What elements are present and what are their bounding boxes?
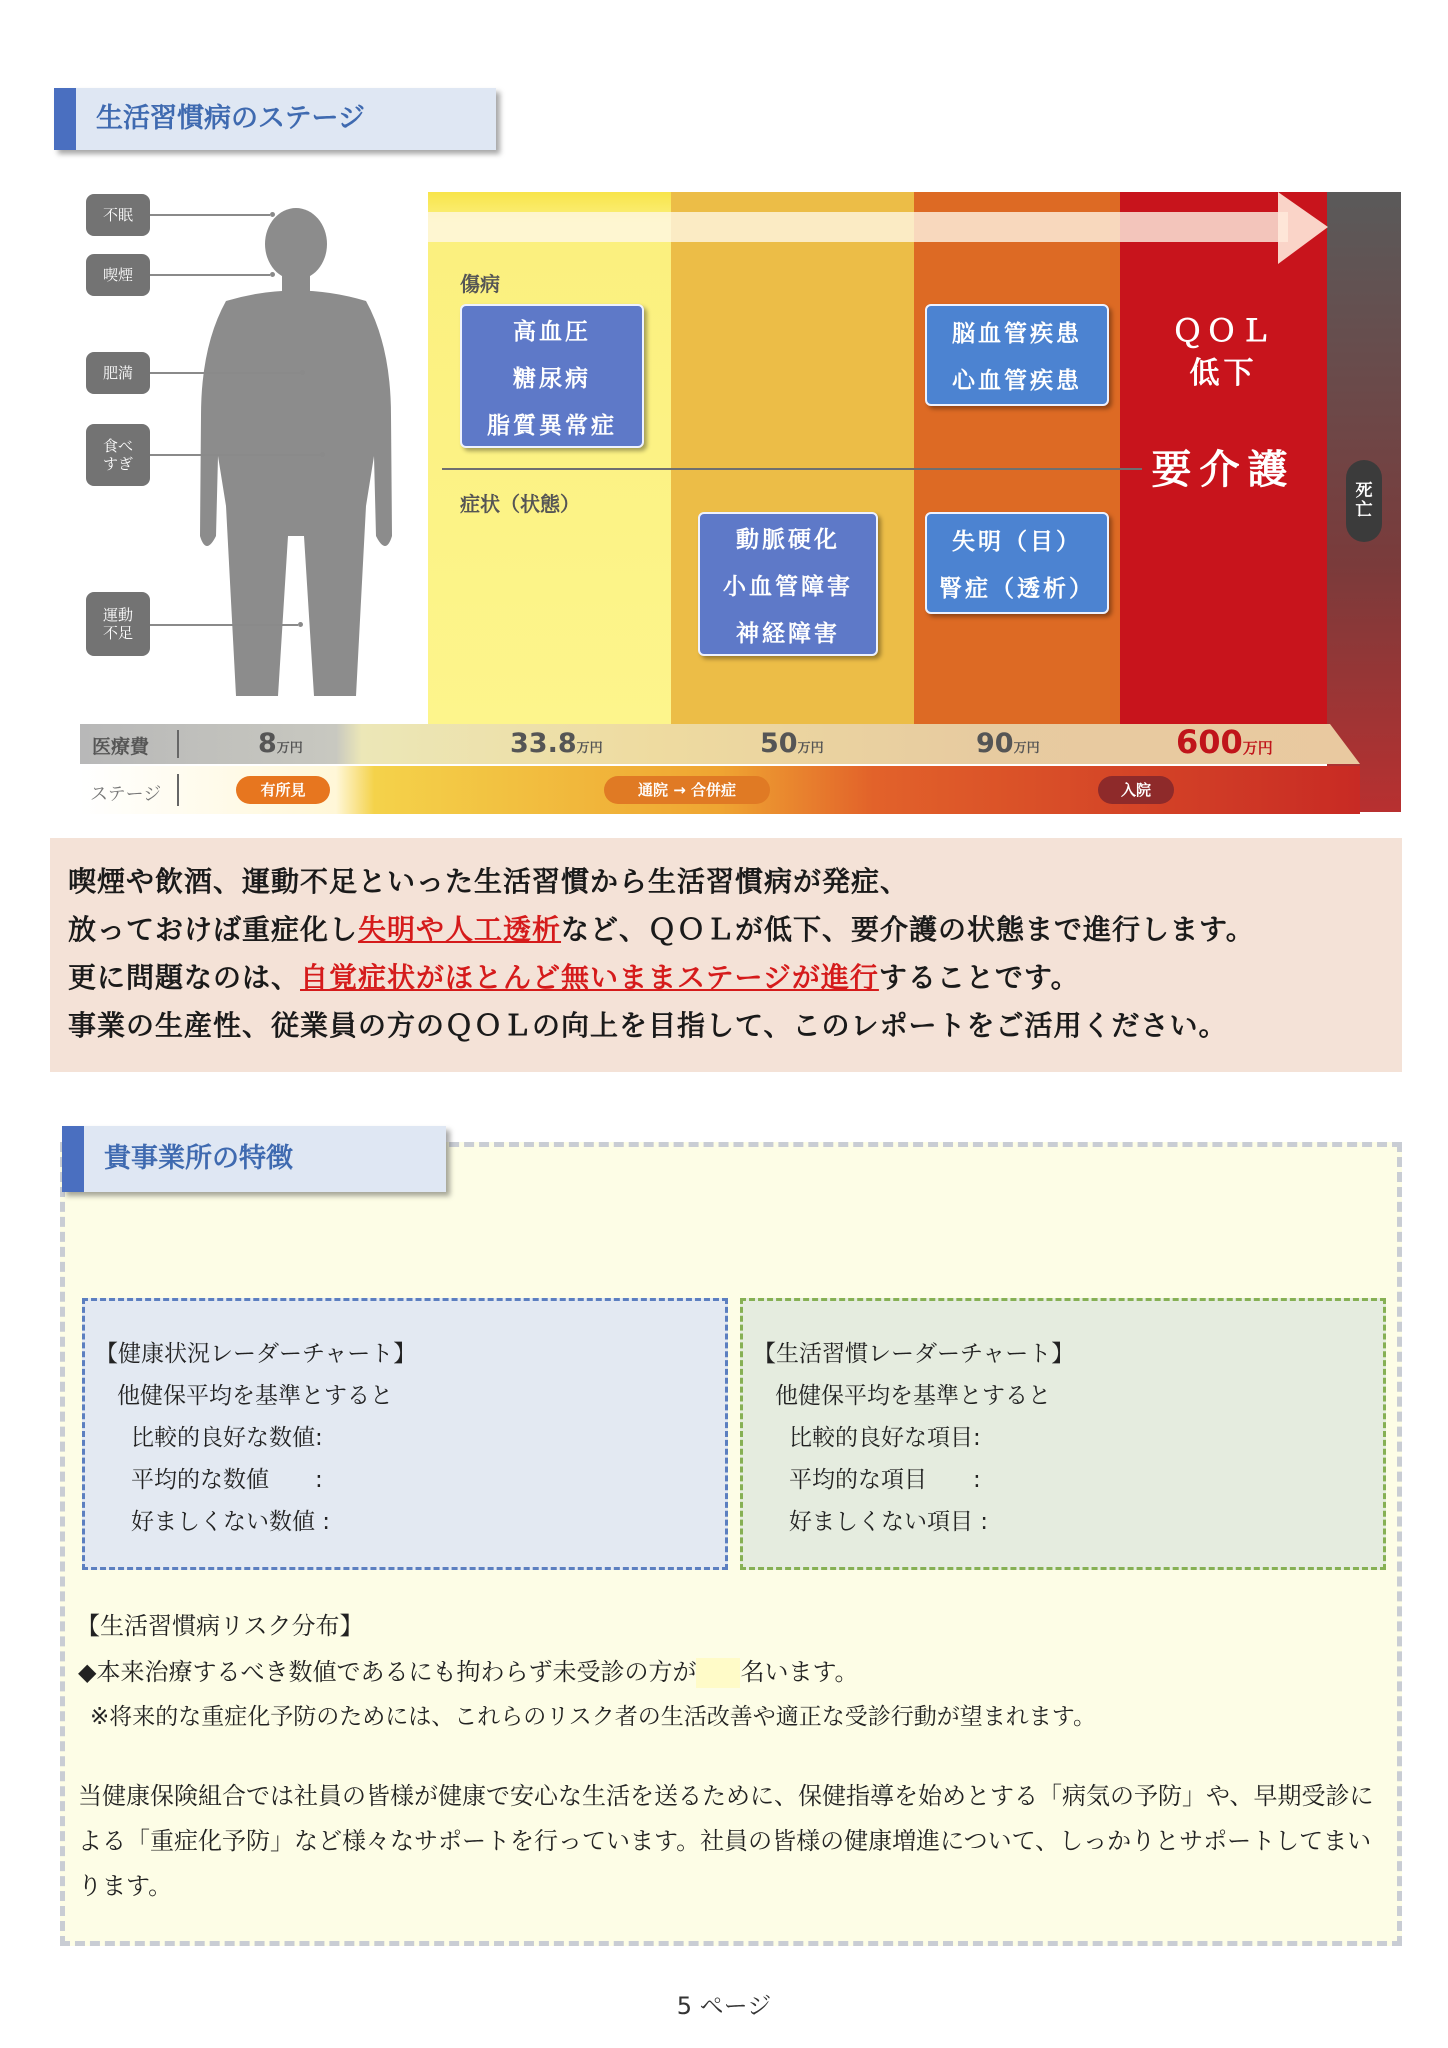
risk-title: 【生活習慣病リスク分布】 [76,1612,364,1640]
summary-line-2: 放っておけば重症化し失明や人工透析など、ＱＯＬが低下、要介護の状態まで進行します。 [68,913,1255,946]
label-obesity: 肥満 [86,352,150,394]
stage-pill-findings: 有所見 [236,776,330,804]
leader-dot [300,370,305,375]
divider-line [442,468,1142,470]
health-radar-box [82,1298,728,1570]
leader-line [150,454,320,456]
stage-label: ステージ [90,784,162,805]
health-radar-title: 【健康状況レーダーチャート】 [95,1341,417,1367]
symptom-box-complications [698,512,878,656]
box-line: 脂質異常症 [487,412,617,439]
label-smoking: 喫煙 [86,254,150,296]
box-line: 小血管障害 [723,573,853,600]
cost-label: 医療費 [92,736,150,758]
disease-box-early [460,304,644,448]
section-title: 貴事業所の特徴 [104,1143,293,1174]
leader-line [150,274,270,276]
cost-value-2: 33.8万円 [510,728,603,759]
risk-line-1: ◆本来治療するべき数値であるにも拘わらず未受診の方が 名います。 [78,1658,859,1686]
cost-value-5: 600万円 [1176,723,1273,761]
section-title: 生活習慣病のステージ [96,103,365,134]
human-silhouette-icon [186,206,406,706]
death-label: 死亡 [1355,481,1373,520]
health-radar-base: 他健保平均を基準とすると [117,1383,393,1409]
emphasis-text: 自覚症状がほとんど無いままステージが進行 [300,961,879,994]
leader-line [150,624,298,626]
risk-line-2: ※将来的な重症化予防のためには、これらのリスク者の生活改善や適正な受診行動が望まれます。 [90,1704,1096,1730]
stage-pill-hospital: 入院 [1098,776,1174,804]
emphasis-text: 失明や人工透析 [358,913,562,946]
disease-box-vascular [925,304,1109,406]
body-figure-panel [86,192,430,712]
progression-arrow-icon [428,192,1328,272]
symptom-box-organ [925,512,1109,614]
header-accent-bar [62,1126,84,1192]
leader-dot [270,272,275,277]
leader-line [150,214,270,216]
header-accent-bar [54,88,76,150]
summary-line-4: 事業の生産性、従業員の方のＱＯＬの向上を目指して、このレポートをご活用ください。 [68,1009,1228,1042]
box-line: 糖尿病 [513,365,591,392]
section-header-features [62,1126,446,1192]
lifestyle-radar-title: 【生活習慣レーダーチャート】 [753,1341,1075,1367]
symptom-label: 症状（状態） [460,492,580,516]
lifestyle-radar-bad: 好ましくない項目 : [789,1509,989,1535]
box-line: 脳血管疾患 [952,321,1082,347]
lifestyle-radar-box [740,1298,1386,1570]
box-line: 腎症（透析） [939,576,1095,602]
cost-value-1: 8万円 [258,728,303,759]
stage-chart [428,192,1401,812]
lifestyle-radar-base: 他健保平均を基準とすると [775,1383,1051,1409]
summary-box [50,838,1402,1072]
care-needed-label: 要介護 [1151,447,1296,493]
death-badge [1346,460,1382,542]
disease-label: 傷病 [460,272,500,296]
leader-dot [270,212,275,217]
count-blank [696,1658,740,1688]
qol-line2: 低下 [1189,356,1258,391]
leader-line [150,372,300,374]
label-overeating: 食べすぎ [86,424,150,486]
leader-dot [298,622,303,627]
label-lack-of-exercise: 運動不足 [86,592,150,656]
lifestyle-radar-average: 平均的な項目 : [789,1467,981,1493]
box-line: 動脈硬化 [736,526,840,553]
leader-dot [320,452,325,457]
section-header-stage [54,88,496,150]
page-number: 5 ページ [676,1992,772,2020]
cost-value-4: 90万円 [976,728,1040,759]
label-insomnia: 不眠 [86,194,150,236]
health-radar-bad: 好ましくない数値 : [131,1509,331,1535]
stage-column-3 [914,192,1120,727]
summary-line-1: 喫煙や飲酒、運動不足といった生活習慣から生活習慣病が発症、 [68,865,910,898]
health-radar-average: 平均的な数値 : [131,1467,323,1493]
box-line: 高血圧 [513,318,591,345]
box-line: 失明（目） [952,529,1082,555]
box-line: 神経障害 [736,620,840,647]
box-line: 心血管疾患 [952,368,1082,394]
health-radar-good: 比較的良好な数値: [131,1425,323,1451]
closing-paragraph: 当健康保険組合では社員の皆様が健康で安心な生活を送るために、保健指導を始めとする「病気の予防」や、早期受診による「重症化予防」など様々なサポートを行っています。社員の皆様の健康増進について、しっかりとサポートしてまいります。 [78,1782,1374,1900]
lifestyle-radar-good: 比較的良好な項目: [789,1425,981,1451]
summary-line-3: 更に問題なのは、自覚症状がほとんど無いままステージが進行することです。 [68,961,1080,994]
cost-value-3: 50万円 [760,728,824,759]
stage-pill-outpatient: 通院 → 合併症 [604,776,770,804]
qol-line1: ＱＯＬ [1172,314,1275,349]
